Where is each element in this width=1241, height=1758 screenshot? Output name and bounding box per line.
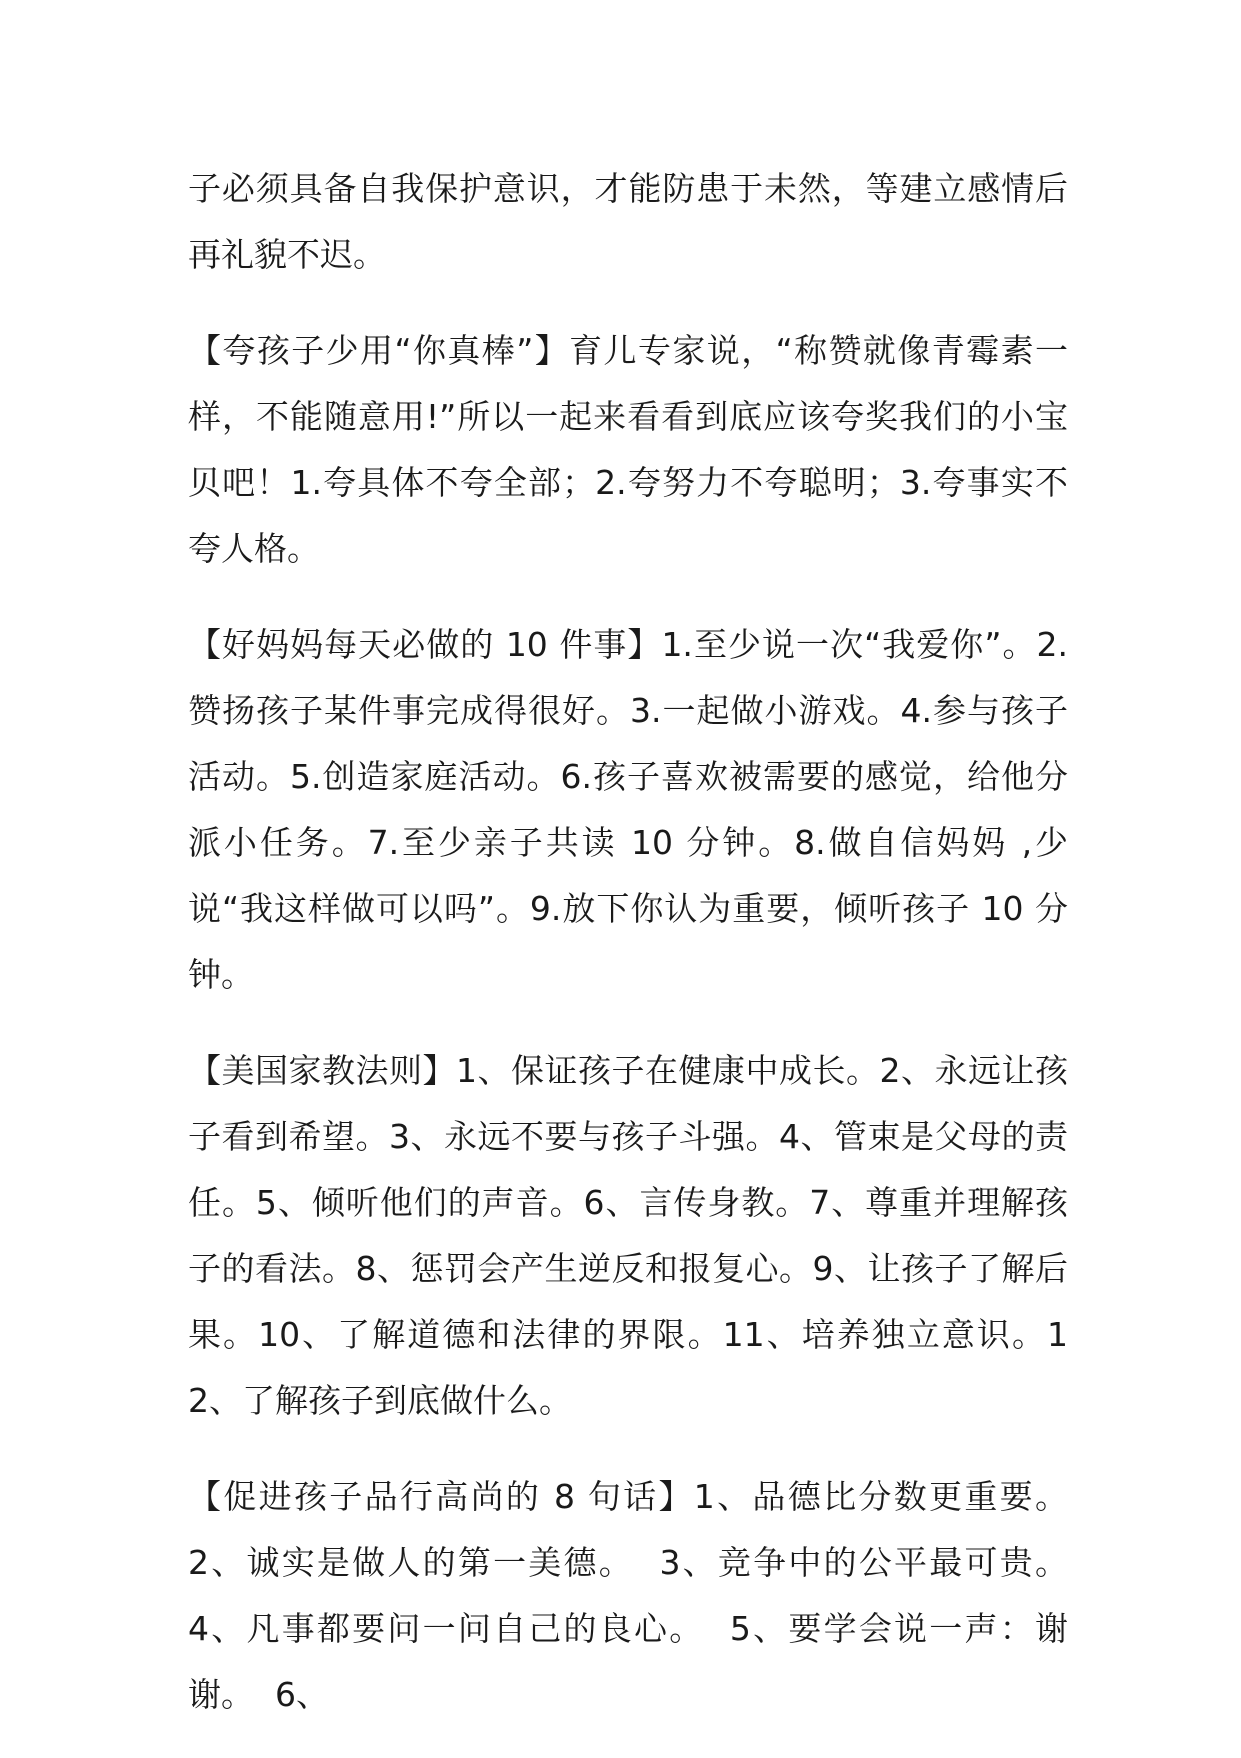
paragraph-title: 【促进孩子品行高尚的 8 句话】	[188, 1477, 694, 1516]
paragraph-continuation	[188, 156, 1068, 288]
paragraph-praise-children	[188, 318, 1068, 582]
paragraph-text: 1、保证孩子在健康中成长。2、永远让孩子看到希望。3、永远不要与孩子斗强。4、管束是父母的责任。5、倾听他们的声音。6、言传身教。7、尊重并理解孩子的看法。8、惩罚会产生逆反和报复心。9、让孩子了解后果。10、了解道德和法律的界限。11、培养独立意识。12、了解孩子到底做什么。	[188, 1051, 1068, 1420]
document-body	[188, 156, 1089, 1758]
paragraph-text: 1.至少说一次“我爱你”。2.赞扬孩子某件事完成得很好。3.一起做小游戏。4.参与孩子活动。5.创造家庭活动。6.孩子喜欢被需要的感觉，给他分派小任务。7.至少亲子共读 10 分钟。8.做自信妈妈 ,少说“我这样做可以吗”。9.放下你认为重要，倾听孩子 10 分钟。	[188, 625, 1068, 994]
paragraph-text: 子必须具备自我保护意识，才能防患于未然，等建立感情后再礼貌不迟。	[188, 169, 1068, 274]
paragraph-title: 【美国家教法则】	[188, 1051, 456, 1090]
paragraph-good-mother-10-things	[188, 612, 1068, 1008]
paragraph-title: 【夸孩子少用“你真棒”】	[188, 331, 570, 370]
paragraph-text: 育儿专家说，“称赞就像青霉素一样，不能随意用!”所以一起来看看到底应该夸奖我们的小宝贝吧！1.夸具体不夸全部；2.夸努力不夸聪明；3.夸事实不夸人格。	[188, 331, 1068, 568]
paragraph-american-parenting-rules	[188, 1038, 1068, 1434]
paragraph-text: 1、品德比分数更重要。 2、诚实是做人的第一美德。 3、竞争中的公平最可贵。 4、凡事都要问一问自己的良心。 5、要学会说一声：谢谢。 6、	[188, 1477, 1089, 1714]
paragraph-8-sentences-character	[188, 1464, 1089, 1728]
paragraph-title: 【好妈妈每天必做的 10 件事】	[188, 625, 662, 664]
